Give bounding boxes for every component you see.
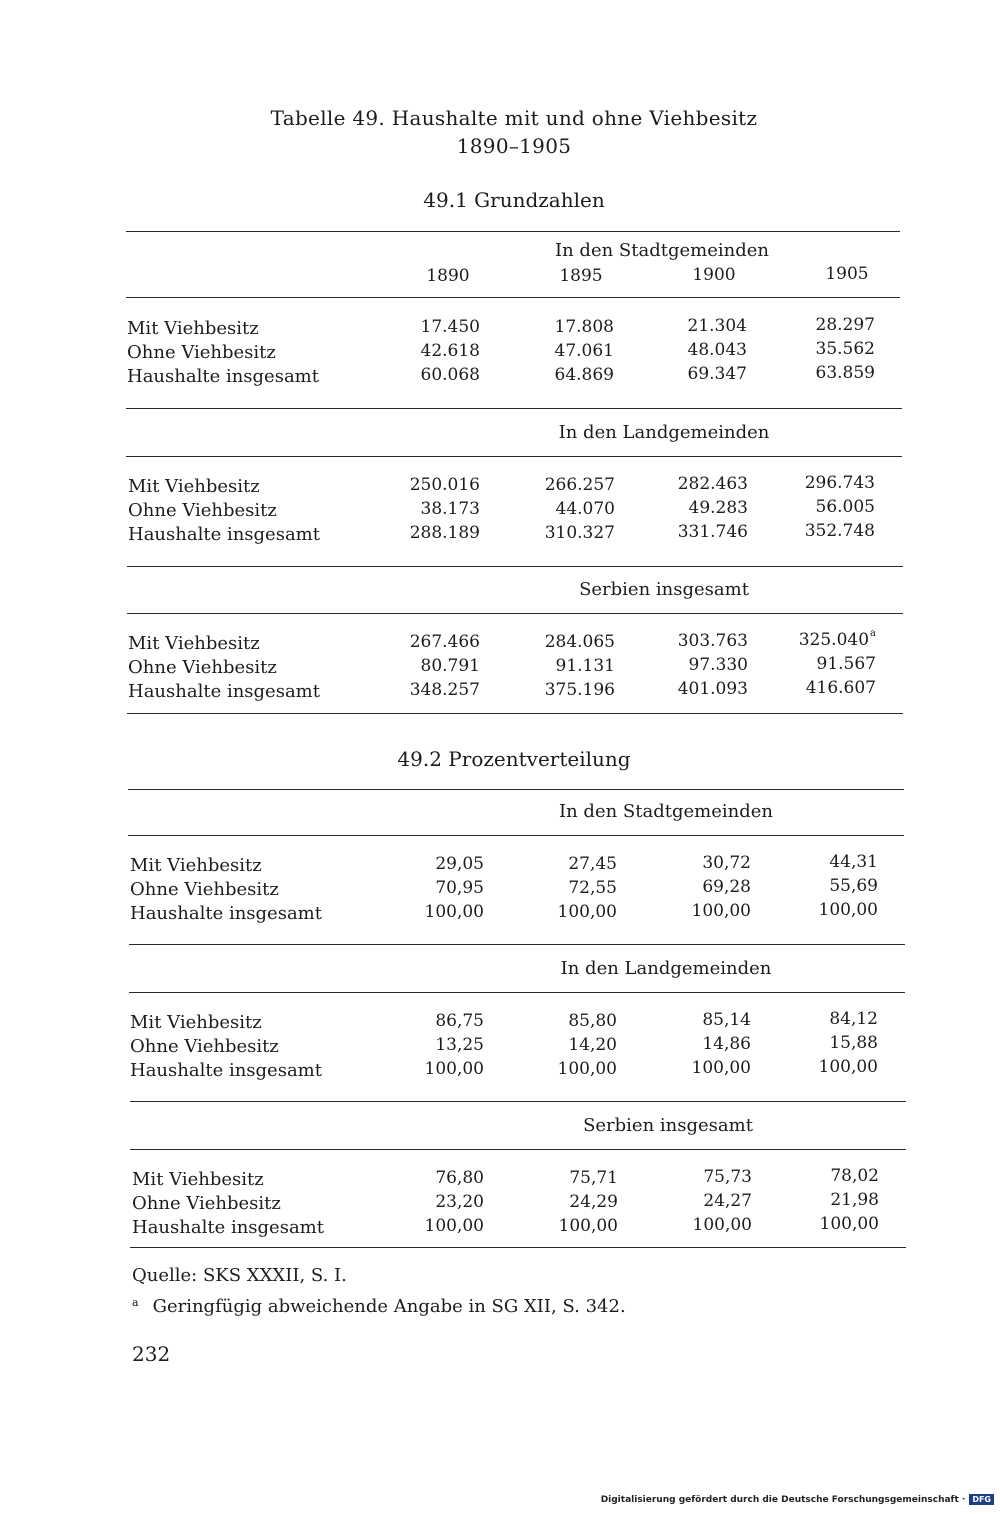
- row-label: Mit Viehbesitz: [128, 633, 260, 654]
- table-cell: 13,25: [435, 1035, 484, 1055]
- table-cell: 56.005: [815, 497, 875, 517]
- table-cell: 44,31: [829, 852, 878, 872]
- table-cell: 100,00: [424, 1216, 484, 1236]
- table-cell: 70,95: [435, 878, 484, 898]
- table-cell: 100,00: [691, 1058, 751, 1078]
- group-header: In den Stadtgemeinden: [559, 801, 773, 822]
- table-cell: 100,00: [558, 1216, 618, 1236]
- table-cell: 60.068: [420, 365, 480, 385]
- row-label: Mit Viehbesitz: [128, 476, 260, 497]
- table-cell: 97.330: [688, 655, 748, 675]
- row-label: Mit Viehbesitz: [130, 855, 262, 876]
- table-cell: 250.016: [409, 475, 480, 495]
- table-cell: 27,45: [568, 854, 617, 874]
- year-header-1890: 1890: [426, 266, 470, 286]
- table-cell: 14,20: [568, 1035, 617, 1055]
- table-cell: 76,80: [435, 1168, 484, 1188]
- section-heading-prozentverteilung: 49.2 Prozentverteilung: [397, 747, 631, 771]
- row-label: Ohne Viehbesitz: [128, 657, 277, 678]
- rule-table-bottom: [127, 713, 903, 714]
- table-cell: 17.808: [554, 317, 614, 337]
- table-cell: 21,98: [830, 1190, 879, 1210]
- row-label: Haushalte insgesamt: [128, 524, 320, 545]
- table-cell: 78,02: [830, 1166, 879, 1186]
- row-label: Ohne Viehbesitz: [130, 879, 279, 900]
- table-cell: 63.859: [815, 363, 875, 383]
- cell-value: 325.040: [798, 630, 870, 650]
- table-cell: 23,20: [435, 1192, 484, 1212]
- table-cell: 100,00: [424, 902, 484, 922]
- row-label: Haushalte insgesamt: [130, 1060, 322, 1081]
- table-cell: 44.070: [555, 499, 615, 519]
- group-header: In den Landgemeinden: [560, 958, 772, 979]
- table-cell: 75,71: [569, 1168, 618, 1188]
- table-title: Tabelle 49. Haushalte mit und ohne Viehbesitz: [270, 106, 758, 130]
- row-label: Mit Viehbesitz: [132, 1169, 264, 1190]
- table-cell: 35.562: [815, 339, 875, 359]
- section-heading-grundzahlen: 49.1 Grundzahlen: [423, 188, 605, 212]
- table-cell: 42.618: [420, 341, 480, 361]
- table-cell: 30,72: [702, 853, 751, 873]
- table-cell: 100,00: [819, 1214, 879, 1234]
- table-cell: 72,55: [568, 878, 617, 898]
- digitization-credit: [601, 1494, 994, 1505]
- row-label: Ohne Viehbesitz: [130, 1036, 279, 1057]
- table-cell: 21.304: [687, 316, 747, 336]
- row-label: Ohne Viehbesitz: [128, 500, 277, 521]
- table-cell: 100,00: [424, 1059, 484, 1079]
- footnote-marker: a: [870, 628, 876, 639]
- footnote-text: Geringfügig abweichende Angabe in SG XII, S. 342.: [152, 1296, 626, 1317]
- table-cell: 331.746: [677, 522, 748, 542]
- table-cell: 85,80: [568, 1011, 617, 1031]
- table-cell: 91.131: [555, 656, 615, 676]
- table-cell: 100,00: [557, 1059, 617, 1079]
- table-cell: 38.173: [420, 499, 480, 519]
- table-cell: 84,12: [829, 1009, 878, 1029]
- rule-group-header: [130, 1149, 906, 1150]
- rule-header: [126, 297, 900, 298]
- table-cell: 100,00: [557, 902, 617, 922]
- group-header: In den Landgemeinden: [558, 422, 770, 443]
- table-cell: 296.743: [804, 473, 875, 493]
- table-cell: 28.297: [815, 315, 875, 335]
- table-cell: 49.283: [688, 498, 748, 518]
- table-cell: 15,88: [829, 1033, 878, 1053]
- table-cell: 69.347: [687, 364, 747, 384]
- table-cell: 91.567: [816, 654, 876, 674]
- row-label: Haushalte insgesamt: [130, 903, 322, 924]
- rule-group-separator: [127, 566, 903, 567]
- table-cell: 86,75: [435, 1011, 484, 1031]
- dfg-logo: DFG: [969, 1494, 994, 1505]
- table-cell: 24,27: [703, 1191, 752, 1211]
- group-header: In den Stadtgemeinden: [555, 240, 769, 261]
- rule-group-separator: [129, 944, 905, 945]
- table-cell: 266.257: [544, 475, 615, 495]
- table-cell: 69,28: [702, 877, 751, 897]
- table-cell: 282.463: [677, 474, 748, 494]
- page-number: 232: [132, 1342, 171, 1366]
- footnote: [132, 1296, 626, 1317]
- table-cell: 100,00: [691, 901, 751, 921]
- table-cell: 85,14: [702, 1010, 751, 1030]
- table-cell: 48.043: [687, 340, 747, 360]
- table-cell: 29,05: [435, 854, 484, 874]
- table-cell: 100,00: [818, 900, 878, 920]
- table-cell: 64.869: [554, 365, 614, 385]
- table-cell: 17.450: [420, 317, 480, 337]
- table-cell: 47.061: [554, 341, 614, 361]
- row-label: Ohne Viehbesitz: [132, 1193, 281, 1214]
- table-cell: 100,00: [818, 1057, 878, 1077]
- table-cell: 55,69: [829, 876, 878, 896]
- footnote-marker: a: [132, 1296, 139, 1309]
- table-cell: 288.189: [409, 523, 480, 543]
- table-cell: 24,29: [569, 1192, 618, 1212]
- rule-group-separator: [126, 408, 902, 409]
- table-cell: 310.327: [544, 523, 615, 543]
- row-label: Haushalte insgesamt: [127, 366, 319, 387]
- year-header-1895: 1895: [559, 266, 603, 286]
- table-cell: 267.466: [409, 632, 480, 652]
- rule-top: [128, 789, 904, 790]
- table-cell: 348.257: [409, 680, 480, 700]
- rule-group-separator: [130, 1101, 906, 1102]
- table-cell-with-footnote: [746, 630, 876, 650]
- digitization-text: Digitalisierung gefördert durch die Deutsche Forschungsgemeinschaft ·: [600, 1495, 966, 1505]
- row-label: Mit Viehbesitz: [127, 318, 259, 339]
- table-cell: 75,73: [703, 1167, 752, 1187]
- row-label: Mit Viehbesitz: [130, 1012, 262, 1033]
- table-cell: 401.093: [677, 679, 748, 699]
- table-cell: 80.791: [420, 656, 480, 676]
- rule-group-header: [128, 835, 904, 836]
- row-label: Haushalte insgesamt: [128, 681, 320, 702]
- year-header-1900: 1900: [692, 265, 736, 285]
- table-cell: 14,86: [702, 1034, 751, 1054]
- table-cell: 375.196: [544, 680, 615, 700]
- group-header: Serbien insgesamt: [579, 579, 749, 600]
- rule-top: [126, 231, 900, 232]
- table-cell: 416.607: [805, 678, 876, 698]
- table-cell: 100,00: [692, 1215, 752, 1235]
- row-label: Haushalte insgesamt: [132, 1217, 324, 1238]
- rule-group-header: [129, 992, 905, 993]
- table-period: 1890–1905: [456, 134, 572, 158]
- rule-group-header: [127, 613, 903, 614]
- group-header: Serbien insgesamt: [583, 1115, 753, 1136]
- table-cell: 284.065: [544, 632, 615, 652]
- rule-group-header: [126, 456, 902, 457]
- rule-table-bottom: [130, 1247, 906, 1248]
- row-label: Ohne Viehbesitz: [127, 342, 276, 363]
- year-header-1905: 1905: [825, 264, 869, 284]
- table-cell: 352.748: [804, 521, 875, 541]
- table-cell: 303.763: [677, 631, 748, 651]
- source-note: Quelle: SKS XXXII, S. I.: [132, 1265, 347, 1286]
